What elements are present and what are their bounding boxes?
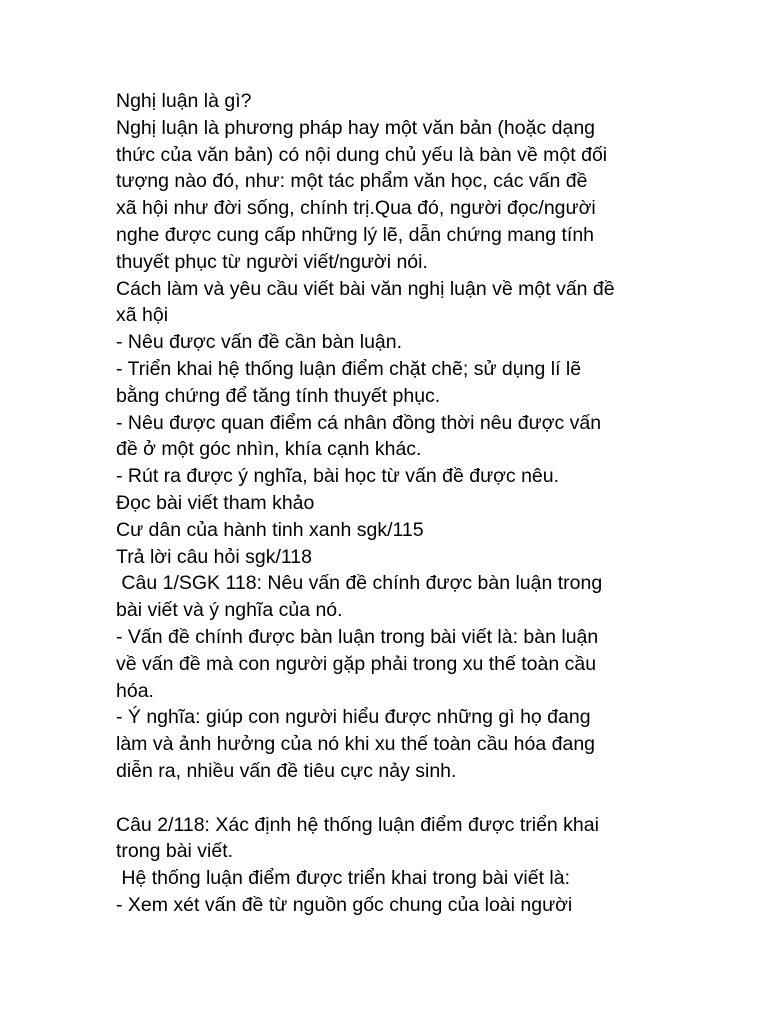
text-line: Đọc bài viết tham khảo bbox=[116, 491, 315, 514]
text-line: làm và ảnh hưởng của nó khi xu thế toàn cầu hóa đang bbox=[116, 733, 596, 756]
text-line: - Nêu được vấn đề cần bàn luận. bbox=[116, 331, 403, 354]
text-line: nghe được cung cấp những lý lẽ, dẫn chứng mang tính bbox=[116, 223, 595, 246]
text-line: Cách làm và yêu cầu viết bài văn nghị luận về một vấn đề bbox=[116, 277, 615, 300]
text-line: - Ý nghĩa: giúp con người hiểu được những gì họ đang bbox=[116, 706, 591, 729]
text-line: - Vấn đề chính được bàn luận trong bài viết là: bàn luận bbox=[116, 625, 599, 648]
blank-line bbox=[116, 785, 676, 812]
text-line: Câu 2/118: Xác định hệ thống luận điểm được triển khai bbox=[116, 813, 599, 836]
text-line: - Nêu được quan điểm cá nhân đồng thời nêu được vấn bbox=[116, 411, 602, 434]
text-line: bài viết và ý nghĩa của nó. bbox=[116, 599, 343, 622]
text-line: - Triển khai hệ thống luận điểm chặt chẽ; sử dụng lí lẽ bbox=[116, 357, 582, 380]
text-line: Nghị luận là phương pháp hay một văn bản (hoặc dạng bbox=[116, 116, 596, 139]
text-line: đề ở một góc nhìn, khía cạnh khác. bbox=[116, 438, 422, 461]
text-line: - Xem xét vấn đề từ nguồn gốc chung của loài người bbox=[116, 893, 573, 916]
text-line: thức của văn bản) có nội dung chủ yếu là bàn về một đối bbox=[116, 143, 608, 166]
text-line: tượng nào đó, như: một tác phẩm văn học, các vấn đề bbox=[116, 170, 588, 193]
text-line: Nghị luận là gì? bbox=[116, 90, 252, 112]
document-text bbox=[116, 88, 676, 919]
text-line: diễn ra, nhiều vấn đề tiêu cực nảy sinh. bbox=[116, 759, 457, 782]
text-line: trong bài viết. bbox=[116, 840, 234, 863]
text-line: xã hội bbox=[116, 304, 169, 327]
text-line: thuyết phục từ người viết/người nói. bbox=[116, 250, 428, 273]
text-line: xã hội như đời sống, chính trị.Qua đó, người đọc/người bbox=[116, 197, 596, 220]
text-line: - Rút ra được ý nghĩa, bài học từ vấn đề được nêu. bbox=[116, 465, 560, 488]
text-line: về vấn đề mà con người gặp phải trong xu thế toàn cầu bbox=[116, 652, 597, 675]
text-line: Cư dân của hành tinh xanh sgk/115 bbox=[116, 518, 424, 541]
text-line: Trả lời câu hỏi sgk/118 bbox=[116, 545, 312, 568]
text-line: hóa. bbox=[116, 679, 154, 702]
text-line: bằng chứng để tăng tính thuyết phục. bbox=[116, 384, 441, 407]
text-line: Hệ thống luận điểm được triển khai trong bài viết là: bbox=[116, 867, 571, 890]
text-line: Câu 1/SGK 118: Nêu vấn đề chính được bàn luận trong bbox=[116, 572, 603, 595]
